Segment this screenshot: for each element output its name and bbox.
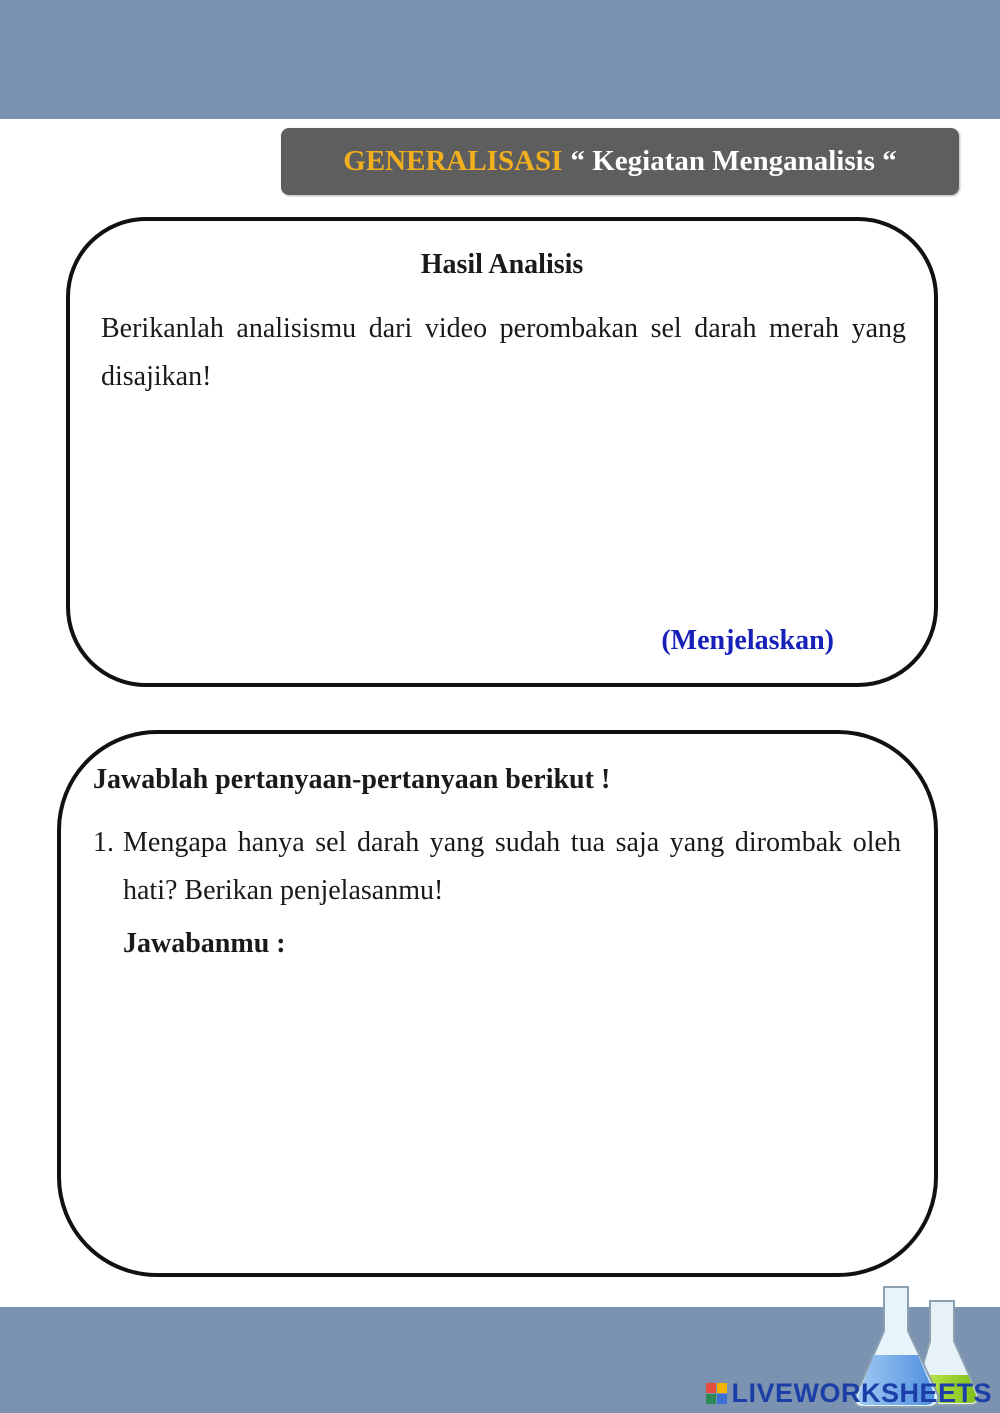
analysis-answer-area[interactable] [101, 411, 906, 611]
analysis-instruction: Berikanlah analisismu dari video perombakan sel darah merah yang disajikan! [101, 313, 906, 392]
question-text: Mengapa hanya sel darah yang sudah tua saja yang dirombak oleh hati? Berikan penjelasanmu! [123, 827, 901, 906]
question-answer-area[interactable] [123, 979, 901, 1209]
skill-label: (Menjelaskan) [661, 625, 834, 656]
brand-name: LIVEWORKSHEETS [731, 1378, 992, 1408]
question-number: 1. [93, 827, 114, 858]
brand-logo-icon [706, 1383, 727, 1404]
brand-logo [706, 1378, 992, 1409]
section-title-text: “ Kegiatan Menganalisis “ [570, 145, 897, 177]
analysis-card-title: Hasil Analisis [420, 249, 584, 280]
section-title-bar [281, 128, 959, 195]
answer-label: Jawabanmu : [123, 928, 286, 959]
section-title-highlight: GENERALISASI [343, 145, 563, 177]
header-band [0, 0, 1000, 119]
questions-card-title: Jawablah pertanyaan-pertanyaan berikut ! [93, 764, 611, 795]
analysis-card [66, 217, 938, 687]
question-item [93, 819, 901, 915]
questions-card [57, 730, 938, 1277]
